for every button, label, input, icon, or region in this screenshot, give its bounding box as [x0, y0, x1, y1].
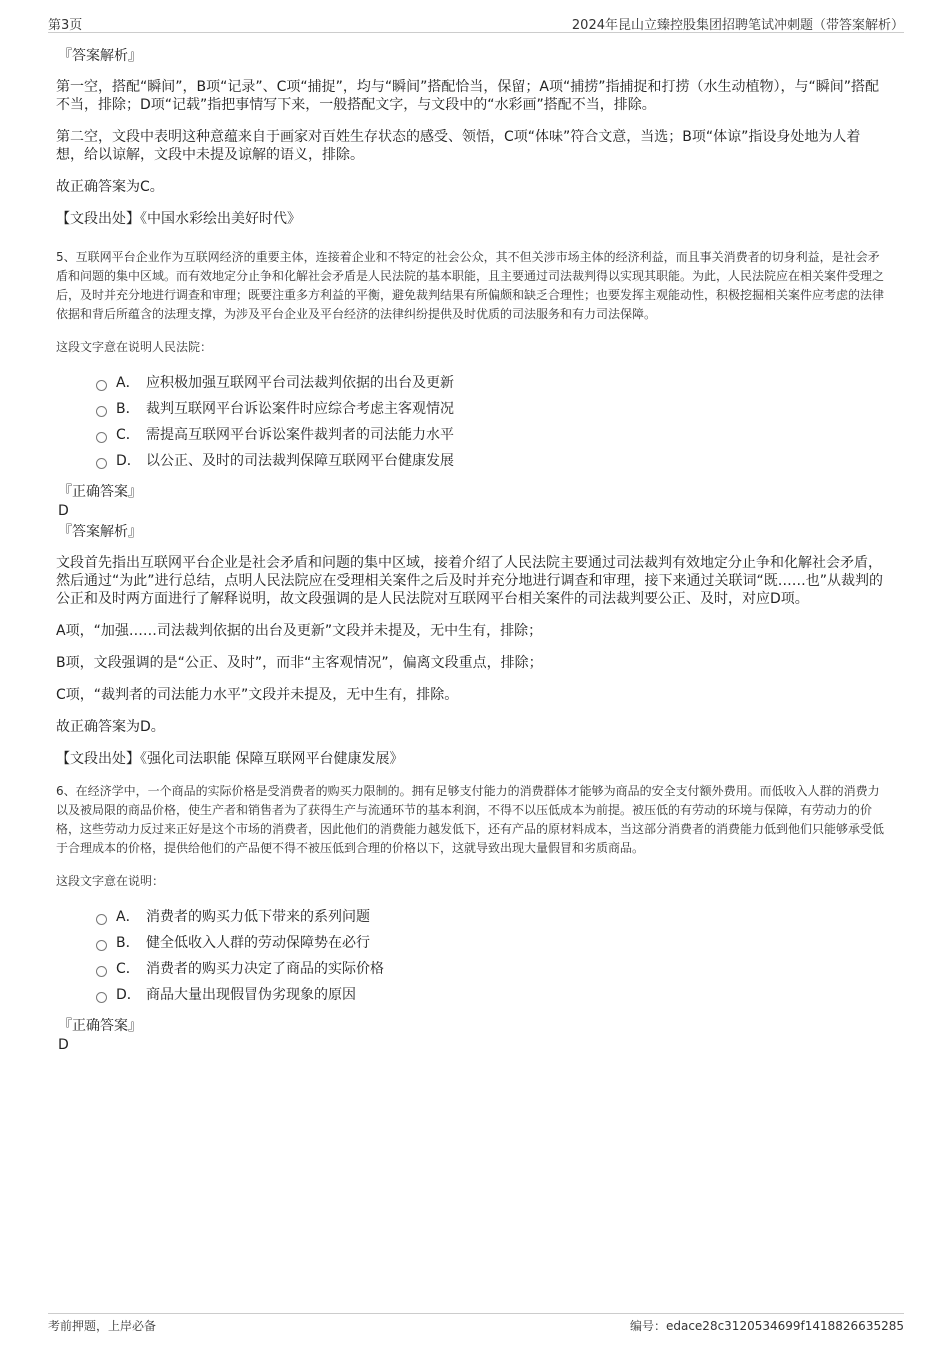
option-letter: B． [116, 401, 140, 417]
option-text: 以公正、及时的司法裁判保障互联网平台健康发展 [146, 453, 454, 469]
option-text: 应积极加强互联网平台司法裁判依据的出台及更新 [146, 375, 454, 391]
document-title: 2024年昆山立臻控股集团招聘笔试冲刺题（带答案解析） [571, 18, 904, 33]
option-text: 消费者的购买力决定了商品的实际价格 [146, 961, 384, 977]
question-5-text: 5、互联网平台企业作为互联网经济的重要主体，连接着企业和不特定的社会公众，其不但关涉市场主体的经济利益，而且事关消费者的切身利益，是社会矛盾和问题的集中区域。而有效地定分止争和化解社会矛盾是人民法院的基本职能，且主要通过司法裁判得以实现其职能。为此，人民法院应在相关案件受理之后，及时并充分地进行调查和审理；既要注重多方利益的平衡，避免裁判结果有所偏颇和缺乏合理性；也要发挥主观能动性，积极挖掘相关案件应考虑的法律依据和背后所蕴含的法理支撑，为涉及平台企业及平台经济的法律纠纷提供及时优质的司法服务和有力司法保障。 [56, 250, 885, 321]
option-text: 需提高互联网平台诉讼案件裁判者的司法能力水平 [146, 427, 454, 443]
option-d[interactable] [96, 986, 886, 1012]
source-citation: 【文段出处】《中国水彩绘出美好时代》 [56, 211, 301, 227]
radio-icon[interactable] [96, 432, 107, 443]
question-5-options [96, 374, 886, 478]
option-c[interactable] [96, 960, 886, 986]
radio-icon[interactable] [96, 992, 107, 1003]
question-6-options [96, 908, 886, 1012]
document-body [56, 46, 886, 1056]
option-letter: A． [116, 375, 140, 391]
option-letter: D． [116, 987, 141, 1003]
question-6-text: 6、在经济学中，一个商品的实际价格是受消费者的购买力限制的。拥有足够支付能力的消费群体才能够为商品的安全支付额外费用。而低收入人群的消费力以及被局限的商品价格，使生产者和销售者为了获得生产与流通环节的基本利润，不得不以压低成本为前提。被压低的有劳动的环境与保障，有劳动力的价格，这些劳动力反过来正好是这个市场的消费者，因此他们的消费能力越发低下，还有产品的原材料成本，当这部分消费者的消费能力低到他们只能够承受低于合理成本的价格，提供给他们的产品便不得不被压低到合理的价格以下，这就导致出现大量假冒和劣质商品。 [56, 784, 885, 855]
option-text: 商品大量出现假冒伪劣现象的原因 [146, 987, 356, 1003]
option-b[interactable] [96, 934, 886, 960]
option-a[interactable] [96, 374, 886, 400]
option-a[interactable] [96, 908, 886, 934]
correct-answer-heading: 『正确答案』 [58, 484, 142, 500]
correct-answer: D [58, 503, 69, 519]
option-text: 裁判互联网平台诉讼案件时应综合考虑主客观情况 [146, 401, 454, 417]
option-letter: C． [116, 427, 140, 443]
correct-answer: D [58, 1037, 69, 1053]
option-text: 消费者的购买力低下带来的系列问题 [146, 909, 370, 925]
analysis-paragraph: A项，“加强……司法裁判依据的出台及更新”文段并未提及，无中生有，排除； [56, 623, 543, 639]
radio-icon[interactable] [96, 406, 107, 417]
analysis-conclusion: 故正确答案为D。 [56, 719, 165, 735]
analysis-conclusion: 故正确答案为C。 [56, 179, 164, 195]
option-letter: B． [116, 935, 140, 951]
radio-icon[interactable] [96, 458, 107, 469]
option-text: 健全低收入人群的劳动保障势在必行 [146, 935, 370, 951]
radio-icon[interactable] [96, 380, 107, 391]
analysis-paragraph: 文段首先指出互联网平台企业是社会矛盾和问题的集中区域，接着介绍了人民法院主要通过司法裁判有效地定分止争和化解社会矛盾，然后通过“为此”进行总结，点明人民法院应在受理相关案件之后及时并充分地进行调查和审理，接下来通过关联词“既……也”从裁判的公正和及时两方面进行了解释说明，故文段强调的是人民法院对互联网平台相关案件的司法裁判要公正、及时，对应D项。 [56, 555, 884, 607]
option-letter: A． [116, 909, 140, 925]
page-header [48, 14, 904, 33]
option-d[interactable] [96, 452, 886, 478]
radio-icon[interactable] [96, 966, 107, 977]
radio-icon[interactable] [96, 914, 107, 925]
source-citation: 【文段出处】《强化司法职能 保障互联网平台健康发展》 [56, 751, 404, 767]
analysis-heading: 『答案解析』 [58, 48, 142, 64]
radio-icon[interactable] [96, 940, 107, 951]
page-footer [48, 1313, 904, 1333]
option-letter: D． [116, 453, 141, 469]
correct-answer-heading: 『正确答案』 [58, 1018, 142, 1034]
analysis-heading: 『答案解析』 [58, 524, 142, 540]
option-letter: C． [116, 961, 140, 977]
analysis-paragraph: 第二空，文段中表明这种意蕴来自于画家对百姓生存状态的感受、领悟，C项“体味”符合文意，当选；B项“体谅”指设身处地为人着想，给以谅解，文段中未提及谅解的语义，排除。 [56, 129, 861, 163]
document-id: 编号：edace28c3120534699f1418826635285 [629, 1319, 904, 1333]
analysis-paragraph: B项，文段强调的是“公正、及时”，而非“主客观情况”，偏离文段重点，排除； [56, 655, 543, 671]
question-5-prompt: 这段文字意在说明人民法院： [56, 340, 213, 354]
analysis-paragraph: 第一空，搭配“瞬间”，B项“记录”、C项“捕捉”，均与“瞬间”搭配恰当，保留；A项“捕捞”指捕捉和打捞（水生动植物），与“瞬间”搭配不当，排除；D项“记载”指把事情写下来，一般搭配文字，与文段中的“水彩画”搭配不当，排除。 [56, 79, 879, 113]
option-c[interactable] [96, 426, 886, 452]
question-6-prompt: 这段文字意在说明： [56, 874, 165, 888]
analysis-paragraph: C项，“裁判者的司法能力水平”文段并未提及，无中生有，排除。 [56, 687, 459, 703]
option-b[interactable] [96, 400, 886, 426]
footer-slogan: 考前押题，上岸必备 [48, 1319, 157, 1333]
page-number: 第3页 [48, 18, 83, 33]
